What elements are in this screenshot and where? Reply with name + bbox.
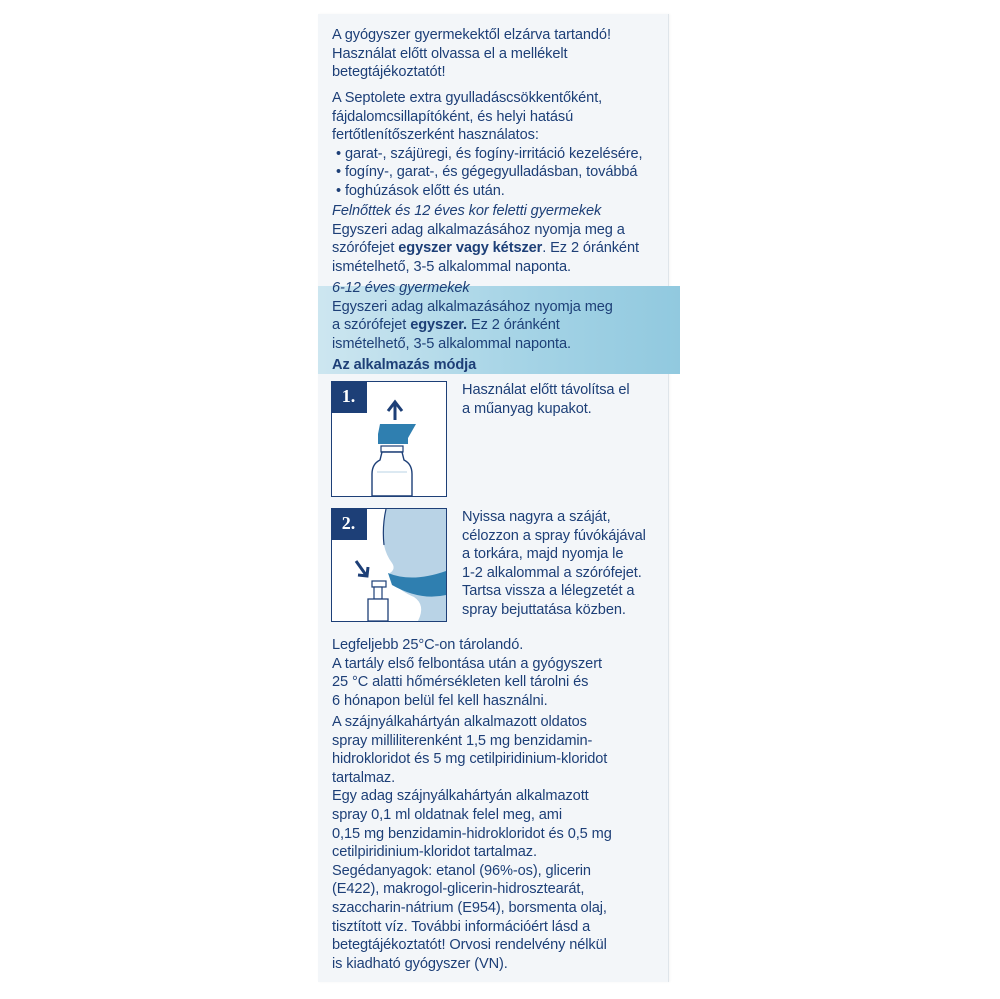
step-1-line: Használat előtt távolítsa el	[462, 382, 630, 398]
step-1-line: a műanyag kupakot.	[462, 400, 592, 417]
composition-line: Segédanyagok: etanol (96%-os), glicerin	[332, 862, 591, 879]
indication-bullet: • fogíny-, garat-, és gégegyulladásban, továbbá	[336, 164, 638, 181]
composition-line: spray milliliterenként 1,5 mg benzidamin-	[332, 732, 593, 749]
composition-line: A szájnyálkahártyán alkalmazott oldatos	[332, 714, 587, 730]
storage-line: Legfeljebb 25°C-on tárolandó.	[332, 637, 524, 653]
step-2-number: 2.	[331, 508, 367, 540]
composition-line: 0,15 mg benzidamin-hidrokloridot és 0,5 mg	[332, 825, 612, 842]
indications-line: fertőtlenítőszerként használatos:	[332, 127, 539, 144]
indications-block	[332, 89, 643, 201]
step-2-line: a torkára, majd nyomja le	[462, 546, 624, 563]
adult-dosage-line: Egyszeri adag alkalmazásához nyomja meg a	[332, 221, 625, 238]
child-dosage-line: ismételhető, 3-5 alkalommal naponta.	[332, 335, 571, 352]
warning-line: betegtájékoztatót!	[332, 64, 446, 81]
step-2-line: Tartsa vissza a lélegzetét a	[462, 583, 635, 600]
step-1-text	[462, 381, 630, 418]
step-2-illustration	[331, 508, 447, 622]
step-2-line: Nyissa nagyra a száját,	[462, 509, 611, 525]
adult-dosage-line: szórófejet egyszer vagy kétszer. Ez 2 óránként	[332, 240, 639, 257]
step-1-illustration	[331, 381, 447, 497]
composition-line: tartalmaz.	[332, 769, 396, 786]
child-dosage-block	[332, 279, 613, 353]
composition-line: Egy adag szájnyálkahártyán alkalmazott	[332, 788, 589, 805]
adult-dosage-heading: Felnőttek és 12 éves kor feletti gyermekek	[332, 203, 602, 219]
child-dosage-line: a szórófejet egyszer. Ez 2 óránként	[332, 317, 560, 334]
warning-block	[332, 26, 611, 82]
warning-line: Használat előtt olvassa el a mellékelt	[332, 45, 568, 62]
adult-dosage-line: ismételhető, 3-5 alkalommal naponta.	[332, 258, 571, 275]
composition-block	[332, 713, 612, 973]
storage-line: 6 hónapon belül fel kell használni.	[332, 692, 548, 709]
composition-line: hidrokloridot és 5 mg cetilpiridinium-kloridot	[332, 751, 608, 768]
indication-bullet: • foghúzások előtt és után.	[336, 182, 505, 199]
composition-line: tisztított víz. További információért lásd a	[332, 918, 591, 935]
step-2-line: spray bejuttatása közben.	[462, 601, 626, 618]
storage-line: 25 °C alatti hőmérsékleten kell tárolni és	[332, 674, 589, 691]
storage-line: A tartály első felbontása után a gyógyszert	[332, 655, 602, 672]
composition-line: is kiadható gyógyszer (VN).	[332, 955, 508, 972]
adult-dose-emphasis: egyszer vagy kétszer	[398, 240, 543, 257]
step-2-text	[462, 508, 646, 620]
child-dosage-line: Egyszeri adag alkalmazásához nyomja meg	[332, 298, 613, 315]
step-1-number: 1.	[331, 381, 367, 413]
warning-line: A gyógyszer gyermekektől elzárva tartandó!	[332, 27, 611, 43]
step-2-line: célozzon a spray fúvókájával	[462, 527, 646, 544]
indication-bullet: • garat-, szájüregi, és fogíny-irritáció kezelésére,	[336, 145, 643, 162]
composition-line: (E422), makrogol-glicerin-hidrosztearát,	[332, 881, 585, 898]
storage-block	[332, 636, 602, 710]
composition-line: betegtájékoztatót! Orvosi rendelvény nélkül	[332, 937, 607, 954]
indications-line: fájdalomcsillapítóként, és helyi hatású	[332, 108, 574, 125]
composition-line: cetilpiridinium-kloridot tartalmaz.	[332, 844, 537, 861]
method-heading: Az alkalmazás módja	[332, 357, 477, 373]
composition-line: szaccharin-nátrium (E954), borsmenta olaj,	[332, 899, 607, 916]
adult-dosage-block	[332, 202, 639, 276]
child-dose-emphasis: egyszer.	[410, 317, 468, 334]
child-dosage-heading: 6-12 éves gyermekek	[332, 280, 470, 296]
composition-line: spray 0,1 ml oldatnak felel meg, ami	[332, 806, 563, 823]
indications-line: A Septolete extra gyulladáscsökkentőként,	[332, 90, 603, 106]
step-2-line: 1-2 alkalommal a szórófejet.	[462, 564, 642, 581]
